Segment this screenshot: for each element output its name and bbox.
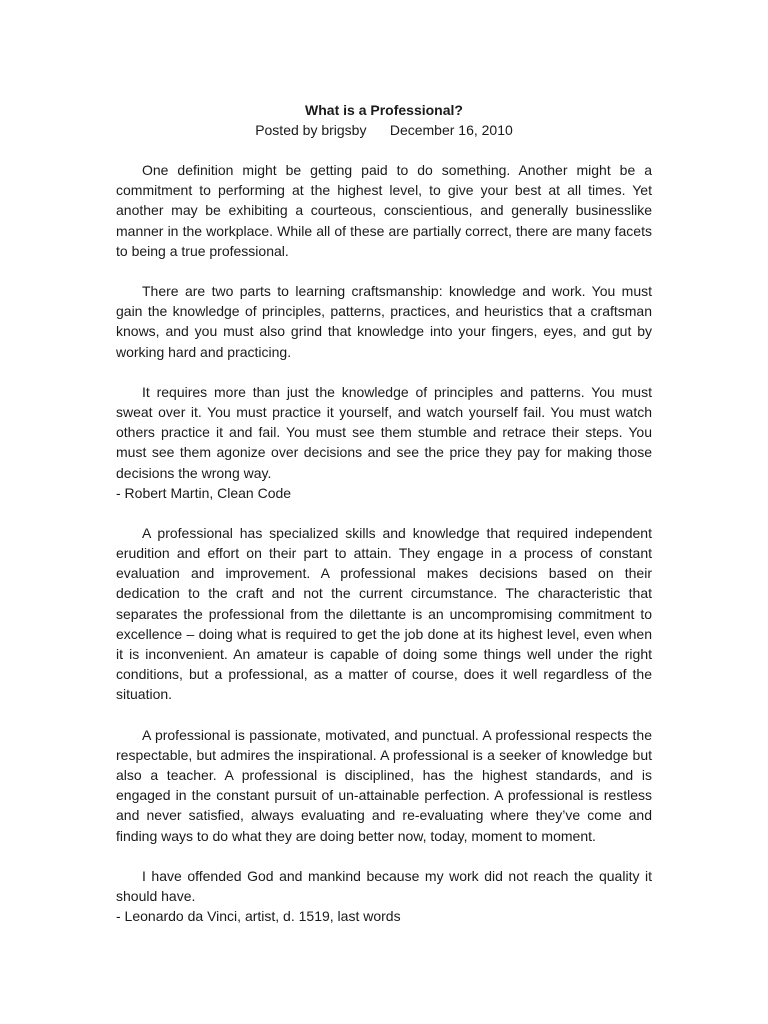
attribution-martin: - Robert Martin, Clean Code — [116, 484, 292, 501]
document-page — [116, 100, 652, 946]
paragraph-quote-martin: It requires more than just the knowledge of principles and patterns. You must sweat over it. You must practice it yourself, and watch yourself fail. You must watch others practice it and fail. You must see them stumble and retrace their steps. You must see them agonize over decisions and see the price they pay for making those decisions the wrong way. — [116, 383, 652, 481]
paragraph-specialized-skills: A professional has specialized skills and knowledge that required independent erudition and effort on their part to attain. They engage in a process of constant evaluation and improvement. A professional makes decisions based on their dedication to the craft and not the current circumstance. The characteristic that separates the professional from the dilettante is an uncompromising commitment to excellence – doing what is required to get the job done at its highest level, even when it is inconvenient. An amateur is capable of doing some things well under the right conditions, but a professional, as a matter of course, does it well regardless of the situation. — [116, 524, 652, 703]
paragraph-craftsmanship: There are two parts to learning craftsmanship: knowledge and work. You must gain the knowledge of principles, patterns, practices, and heuristics that a craftsman knows, and you must also grind that knowledge into your fingers, eyes, and gut by working hard and practicing. — [116, 283, 652, 360]
byline — [116, 120, 652, 140]
byline-date: December 16, 2010 — [389, 122, 513, 138]
paragraph-passionate: A professional is passionate, motivated, and punctual. A professional respects the respectable, but admires the inspirational. A professional is a seeker of knowledge but also a teacher. A professional is disciplined, has the highest standards, and is engaged in the constant pursuit of un-attainable perfection. A professional is restless and never satisfied, always evaluating and re-evaluating where they’ve come and finding ways to do what they are doing better now, today, moment to moment. — [116, 726, 652, 844]
paragraph-definition: One definition might be getting paid to do something. Another might be a commitment to performing at the highest level, to give your best at all times. Yet another may be exhibiting a courteous, conscientious, and generally businesslike manner in the workplace. While all of these are partially correct, there are many facets to being a true professional. — [116, 162, 652, 259]
byline-author: Posted by brigsby — [255, 122, 367, 138]
document-title: What is a Professional? — [305, 102, 463, 118]
paragraph-quote-da-vinci: I have offended God and mankind because my work did not reach the quality it should have. — [116, 867, 652, 905]
attribution-da-vinci: - Leonardo da Vinci, artist, d. 1519, last words — [116, 908, 401, 925]
